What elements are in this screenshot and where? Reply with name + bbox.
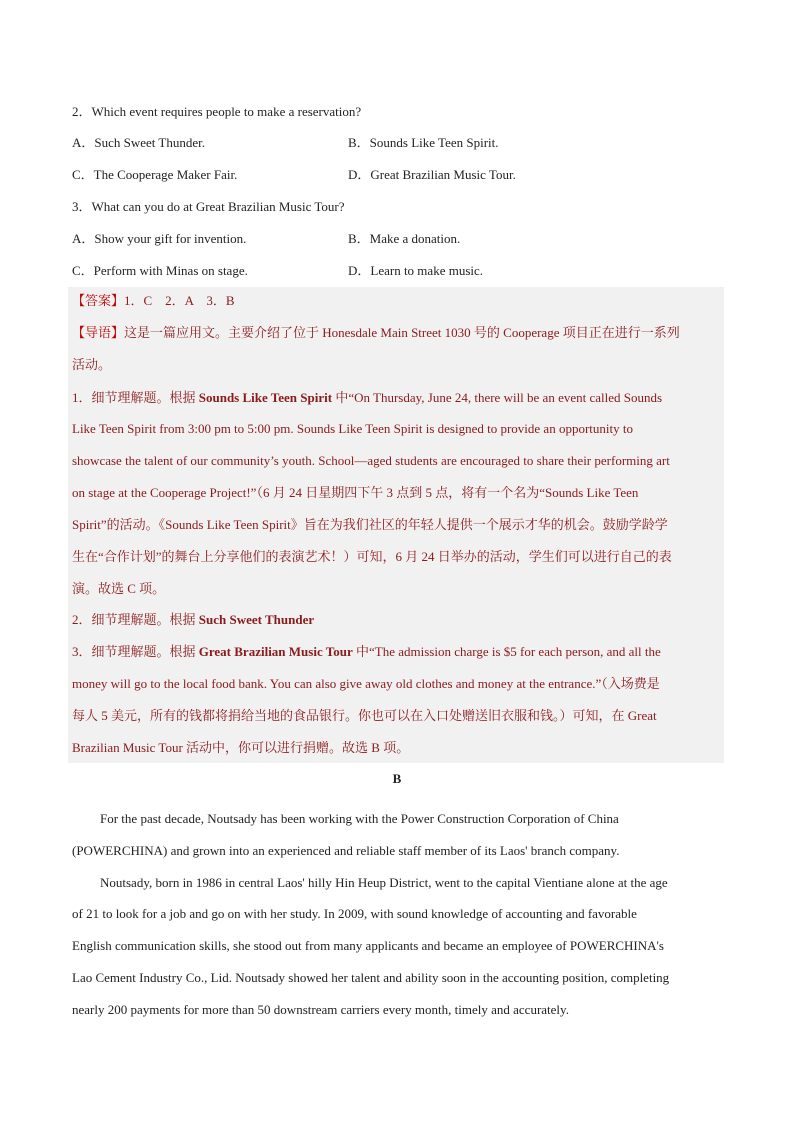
explanation-3-line-3: 每人 5 美元，所有的钱都将捐给当地的食品银行。你也可以在入口处赠送旧衣服和钱。）可知，在 Great xyxy=(72,708,657,723)
explanation-2-prefix: 2．细节理解题。根据 xyxy=(72,612,199,627)
guide-text-1: 这是一篇应用文。主要介绍了位于 Honesdale Main Street 1030 号的 Cooperage 项目正在进行一系列 xyxy=(124,325,680,340)
question-3-option-a: A．Show your gift for invention. xyxy=(72,231,247,246)
passage-p1-line-1: For the past decade, Noutsady has been working with the Power Construction Corporation of China xyxy=(100,811,619,826)
guide-line-2: 活动。 xyxy=(72,357,112,372)
explanation-1-line-5: Spirit”的活动。《Sounds Like Teen Spirit》旨在为我们社区的年轻人提供一个展示才华的机会。鼓励学龄学 xyxy=(72,517,668,532)
explanation-1-rest: 中“On Thursday, June 24, there will be an event called Sounds xyxy=(332,390,663,405)
question-3-option-b: B．Make a donation. xyxy=(348,231,461,246)
passage-p2-line-3: English communication skills, she stood out from many applicants and became an employee of POWERCHINA's xyxy=(72,938,664,953)
question-3-option-c: C．Perform with Minas on stage. xyxy=(72,263,248,278)
question-2-stem: 2．Which event requires people to make a reservation? xyxy=(72,104,362,119)
explanation-1-line-4: on stage at the Cooperage Project!”（6 月 24 日星期四下午 3 点到 5 点，将有一个名为“Sounds Like Teen xyxy=(72,485,639,500)
question-2-option-a: A．Such Sweet Thunder. xyxy=(72,135,205,150)
answer-label: 【答案】 xyxy=(72,293,125,308)
explanation-1-line-7: 演。故选 C 项。 xyxy=(72,581,166,596)
explanation-1-line-6: 生在“合作计划”的舞台上分享他们的表演艺术！）可知，6 月 24 日举办的活动，学生们可以进行自己的表 xyxy=(72,549,672,564)
explanation-1-prefix: 1．细节理解题。根据 xyxy=(72,390,199,405)
question-3-option-d: D．Learn to make music. xyxy=(348,263,484,278)
explanation-3-rest: 中“The admission charge is $5 for each person, and all the xyxy=(352,644,661,659)
answer-text: 1．C 2．A 3．B xyxy=(124,293,235,308)
question-2-option-c: C．The Cooperage Maker Fair. xyxy=(72,167,238,182)
question-2-option-b: B．Sounds Like Teen Spirit. xyxy=(348,135,499,150)
passage-p2-line-5: nearly 200 payments for more than 50 downstream carriers every month, timely and accurately. xyxy=(72,1002,569,1017)
section-title: B xyxy=(392,771,402,786)
question-2-option-d: D．Great Brazilian Music Tour. xyxy=(348,167,516,182)
explanation-3-prefix: 3．细节理解题。根据 xyxy=(72,644,199,659)
explanation-1-line-1 xyxy=(72,389,722,407)
explanation-2-line-1 xyxy=(72,611,722,629)
passage-p1-line-2: (POWERCHINA) and grown into an experienced and reliable staff member of its Laos' branch company. xyxy=(72,843,620,858)
explanation-1-line-3: showcase the talent of our community’s youth. School—aged students are encouraged to share their performing art xyxy=(72,453,670,468)
explanation-1-line-2: Like Teen Spirit from 3:00 pm to 5:00 pm. Sounds Like Teen Spirit is designed to provide an opportunity to xyxy=(72,421,633,436)
passage-p2-line-1: Noutsady, born in 1986 in central Laos' hilly Hin Heup District, went to the capital Vientiane alone at the age xyxy=(100,875,668,890)
guide-line-1 xyxy=(72,324,722,342)
explanation-3-line-1 xyxy=(72,643,722,661)
explanation-2-keyword: Such Sweet Thunder xyxy=(198,612,315,627)
explanation-3-keyword: Great Brazilian Music Tour xyxy=(198,644,353,659)
answer-line xyxy=(72,292,722,310)
passage-p2-line-4: Lao Cement Industry Co., Lid. Noutsady showed her talent and ability soon in the accounting position, completing xyxy=(72,970,670,985)
explanation-3-line-2: money will go to the local food bank. You can also give away old clothes and money at the entrance.”（入场费是 xyxy=(72,676,660,691)
guide-label: 【导语】 xyxy=(72,325,125,340)
question-3-stem: 3．What can you do at Great Brazilian Music Tour? xyxy=(72,199,345,214)
explanation-3-line-4: Brazilian Music Tour 活动中，你可以进行捐赠。故选 B 项。 xyxy=(72,740,410,755)
explanation-1-keyword: Sounds Like Teen Spirit xyxy=(198,390,333,405)
passage-p2-line-2: of 21 to look for a job and go on with her study. In 2009, with sound knowledge of accounting and favorable xyxy=(72,906,637,921)
